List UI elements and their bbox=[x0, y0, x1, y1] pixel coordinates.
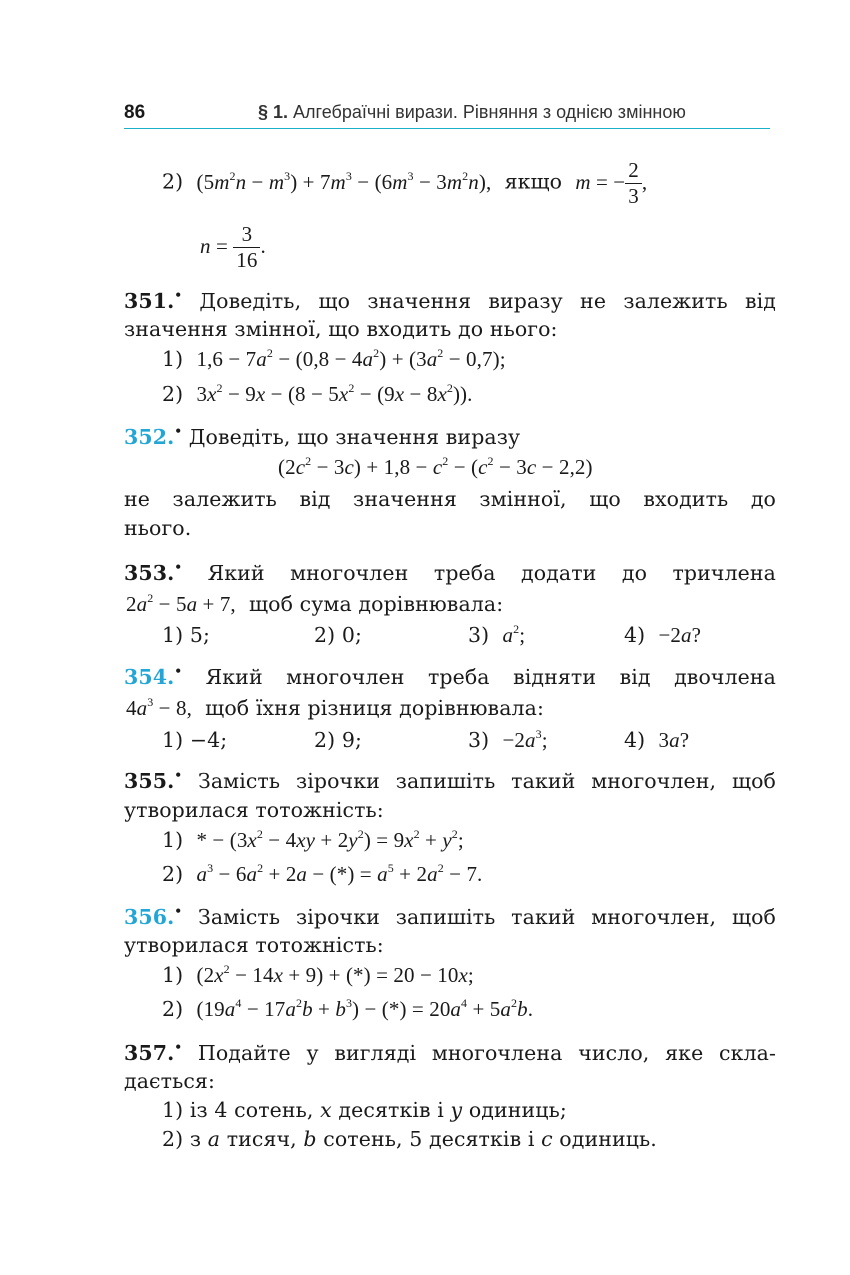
prev-n-value bbox=[200, 222, 266, 273]
exercise-352-formula bbox=[278, 455, 593, 480]
exercise-353-option2: 2) 0; bbox=[314, 623, 363, 647]
exercise-353-option4: 4) −2a? bbox=[624, 623, 702, 647]
formula: $(2c^2 - 3c) + 1,8 - c^2 - (c^2 - 3c - 2,2)$ bbox=[278, 454, 593, 479]
exercise-357-item2: 2) з a тисяч, b сотень, 5 десятків і c одиниць. bbox=[162, 1127, 657, 1151]
exercise-352-line4: нього. bbox=[124, 516, 192, 540]
formula-n-value: n = $\frac{3}{16}$ . bbox=[200, 222, 266, 273]
exercise-354-line2: $4a^3 - 8$, щоб їхня різниця дорівнювала: bbox=[126, 695, 544, 720]
exercise-number: 356. bbox=[124, 905, 175, 929]
exercise-356-item1: 1) $(2x^2 - 14x + 9)$ + (*) = 20 − 10x; bbox=[162, 962, 474, 987]
exercise-357-line1: 357.• Подайте у вигляді многочлена число, яке скла- bbox=[124, 1040, 776, 1065]
formula: $a^3 - 6a^2 + 2a$ − (*) = $a^5 + 2a^2 - 7$. bbox=[196, 861, 483, 886]
formula: $(19a^4 - 17a^2b + b^3)$ − (*) = $20a^4 + 5a^2b$. bbox=[196, 996, 534, 1021]
exercise-352-line1: 352.• Доведіть, що значення виразу bbox=[124, 424, 521, 449]
exercise-number: 351. bbox=[124, 289, 175, 313]
prev-item-2 bbox=[162, 158, 647, 209]
exercise-number: 353. bbox=[124, 561, 175, 585]
exercise-number: 354. bbox=[124, 665, 175, 689]
formula: −2a? bbox=[658, 623, 702, 647]
formula: $1,6 - 7a^2 - (0,8 - 4a^2) + (3a^2 - 0,7)$; bbox=[196, 346, 506, 371]
formula-m-value: m = − $\frac{2}{3}$ , bbox=[575, 158, 648, 209]
exercise-357-line2: дається: bbox=[124, 1069, 215, 1093]
formula: $(5m^2n - m^3) + 7m^3 - (6m^3 - 3m^2n)$, bbox=[196, 168, 492, 194]
exercise-number: 355. bbox=[124, 769, 175, 793]
fraction: $\frac{3}{16}$ bbox=[233, 222, 260, 273]
exercise-354-option1: 1) −4; bbox=[162, 728, 228, 752]
exercise-number: 352. bbox=[124, 425, 175, 449]
formula: * − $(3x^2 - 4xy + 2y^2) = 9x^2 + y^2$; bbox=[196, 827, 464, 852]
exercise-number: 357. bbox=[124, 1041, 175, 1065]
section-mark: § 1. bbox=[258, 102, 289, 122]
formula: $a^2$; bbox=[502, 622, 526, 647]
page-number: 86 bbox=[124, 102, 146, 123]
exercise-355-line1: 355.• Замість зірочки запишіть такий многочлен, щоб bbox=[124, 768, 776, 793]
exercise-351-item1: 1) $1,6 - 7a^2 - (0,8 - 4a^2) + (3a^2 - 0,7)$; bbox=[162, 346, 506, 371]
exercise-353-option3: 3) $a^2$; bbox=[468, 622, 526, 647]
exercise-353-line1: 353.• Який многочлен треба додати до тричлена bbox=[124, 560, 776, 585]
exercise-354-option2: 2) 9; bbox=[314, 728, 363, 752]
section-title-text: Алгебраїчні вирази. Рівняння з однією змінною bbox=[293, 102, 686, 122]
running-header bbox=[124, 100, 770, 130]
formula: $-2a^3$; bbox=[502, 727, 548, 752]
header-rule bbox=[124, 128, 770, 129]
formula: $4a^3 - 8$, bbox=[126, 695, 192, 720]
exercise-351-line1: 351.• Доведіть, що значення виразу не залежить від bbox=[124, 288, 776, 313]
exercise-355-item1: 1) * − $(3x^2 - 4xy + 2y^2) = 9x^2 + y^2$; bbox=[162, 827, 464, 852]
fraction: $\frac{2}{3}$ bbox=[625, 158, 642, 209]
exercise-351-item2: 2) $3x^2 - 9x - (8 - 5x^2 - (9x - 8x^2))$. bbox=[162, 381, 473, 406]
section-title bbox=[258, 102, 686, 123]
exercise-356-item2: 2) $(19a^4 - 17a^2b + b^3)$ − (*) = $20a^4 + 5a^2b$. bbox=[162, 996, 534, 1021]
exercise-352-line3: не залежить від значення змінної, що входить до bbox=[124, 487, 776, 511]
exercise-353-line2: $2a^2 - 5a + 7$, щоб сума дорівнювала: bbox=[126, 591, 504, 616]
exercise-357-item1: 1) із 4 сотень, x десятків і y одиниць; bbox=[162, 1098, 567, 1122]
exercise-355-line2: утворилася тотожність: bbox=[124, 798, 384, 822]
exercise-356-line2: утворилася тотожність: bbox=[124, 933, 384, 957]
exercise-354-option4: 4) 3a? bbox=[624, 728, 690, 752]
formula: $2a^2 - 5a + 7$, bbox=[126, 591, 236, 616]
formula: $3x^2 - 9x - (8 - 5x^2 - (9x - 8x^2))$. bbox=[196, 381, 473, 406]
exercise-353-option1: 1) 5; bbox=[162, 623, 211, 647]
formula: 3a? bbox=[658, 728, 690, 752]
exercise-354-line1: 354.• Який многочлен треба відняти від двочлена bbox=[124, 664, 776, 689]
exercise-351-line2: значення змінної, що входить до нього: bbox=[124, 317, 558, 341]
formula: $(2x^2 - 14x + 9)$ + (*) = 20 − 10x; bbox=[196, 962, 474, 987]
exercise-356-line1: 356.• Замість зірочки запишіть такий многочлен, щоб bbox=[124, 904, 776, 929]
item-label: 2) bbox=[162, 169, 184, 194]
exercise-355-item2: 2) $a^3 - 6a^2 + 2a$ − (*) = $a^5 + 2a^2 - 7$. bbox=[162, 861, 483, 886]
condition-word: якщо bbox=[504, 169, 563, 194]
exercise-354-option3: $3) -2a^3$; bbox=[468, 727, 548, 752]
